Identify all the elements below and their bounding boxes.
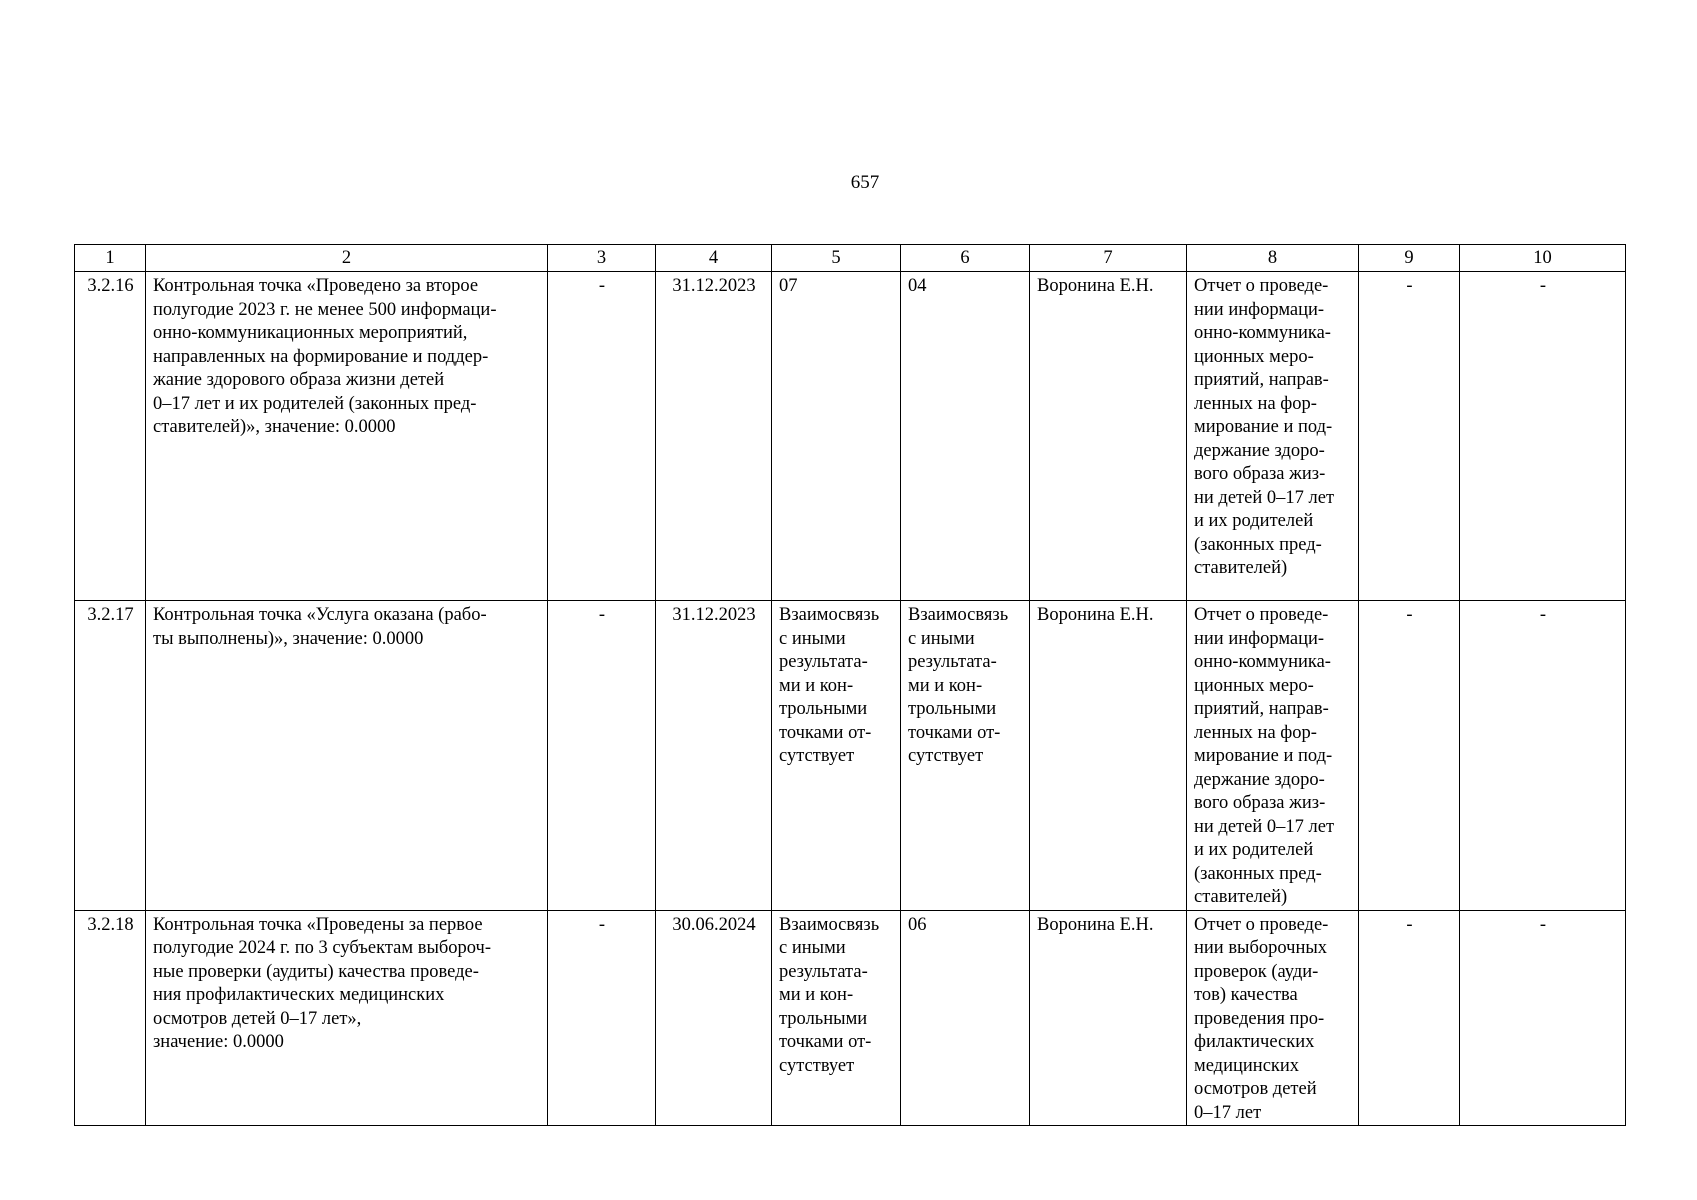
row-date: 30.06.2024	[656, 910, 772, 1126]
row-col9: -	[1359, 601, 1460, 911]
row-document: Отчет о проведе- нии выборочных проверок (ауди- тов) качества проведения про- филактических медицинских осмотров детей 0–17 лет	[1187, 910, 1359, 1126]
row-col6: Взаимосвязь с иными результата- ми и кон- трольными точками от- сутствует	[901, 601, 1030, 911]
row-description: Контрольная точка «Услуга оказана (рабо- ты выполнены)», значение: 0.0000	[146, 601, 548, 911]
row-description: Контрольная точка «Проведены за первое полугодие 2024 г. по 3 субъектам выбороч- ные проверки (аудиты) качества проведе- ния профилактических медицинских осмотров детей 0–17 лет», значение: 0.0000	[146, 910, 548, 1126]
row-document: Отчет о проведе- нии информаци- онно-коммуника- ционных меро- приятий, направ- ленных на фор- мирование и под- держание здоро- вого образа жиз- ни детей 0–17 лет и их родителей (законных пред- ставителей)	[1187, 601, 1359, 911]
header-cell: 10	[1460, 245, 1626, 272]
row-col6: 04	[901, 272, 1030, 601]
table-row	[75, 272, 1626, 601]
row-responsible: Воронина Е.Н.	[1030, 910, 1187, 1126]
header-cell: 7	[1030, 245, 1187, 272]
row-col5: Взаимосвязь с иными результата- ми и кон- трольными точками от- сутствует	[772, 910, 901, 1126]
page-number: 657	[850, 172, 880, 193]
row-description: Контрольная точка «Проведено за второе полугодие 2023 г. не менее 500 информаци- онно-коммуникационных мероприятий, направленных на формирование и поддер- жание здорового образа жизни детей 0–17 лет и их родителей (законных пред- ставителей)», значение: 0.0000	[146, 272, 548, 601]
header-cell: 8	[1187, 245, 1359, 272]
header-cell: 2	[146, 245, 548, 272]
row-document: Отчет о проведе- нии информаци- онно-коммуника- ционных меро- приятий, направ- ленных на фор- мирование и под- держание здоро- вого образа жиз- ни детей 0–17 лет и их родителей (законных пред- ставителей)	[1187, 272, 1359, 601]
row-col5: 07	[772, 272, 901, 601]
header-cell: 5	[772, 245, 901, 272]
row-col9: -	[1359, 272, 1460, 601]
header-cell: 3	[548, 245, 656, 272]
row-number: 3.2.17	[75, 601, 146, 911]
row-col10: -	[1460, 272, 1626, 601]
row-date: 31.12.2023	[656, 601, 772, 911]
row-col3: -	[548, 272, 656, 601]
table-row	[75, 601, 1626, 911]
row-col3: -	[548, 601, 656, 911]
row-col9: -	[1359, 910, 1460, 1126]
header-cell: 1	[75, 245, 146, 272]
header-cell: 9	[1359, 245, 1460, 272]
row-col10: -	[1460, 910, 1626, 1126]
row-responsible: Воронина Е.Н.	[1030, 272, 1187, 601]
table-header-row	[75, 245, 1626, 272]
table-row	[75, 910, 1626, 1126]
header-cell: 6	[901, 245, 1030, 272]
control-points-table	[74, 244, 1626, 1126]
row-col10: -	[1460, 601, 1626, 911]
row-number: 3.2.16	[75, 272, 146, 601]
row-col5: Взаимосвязь с иными результата- ми и кон- трольными точками от- сутствует	[772, 601, 901, 911]
row-col6: 06	[901, 910, 1030, 1126]
row-responsible: Воронина Е.Н.	[1030, 601, 1187, 911]
header-cell: 4	[656, 245, 772, 272]
row-number: 3.2.18	[75, 910, 146, 1126]
row-col3: -	[548, 910, 656, 1126]
row-date: 31.12.2023	[656, 272, 772, 601]
